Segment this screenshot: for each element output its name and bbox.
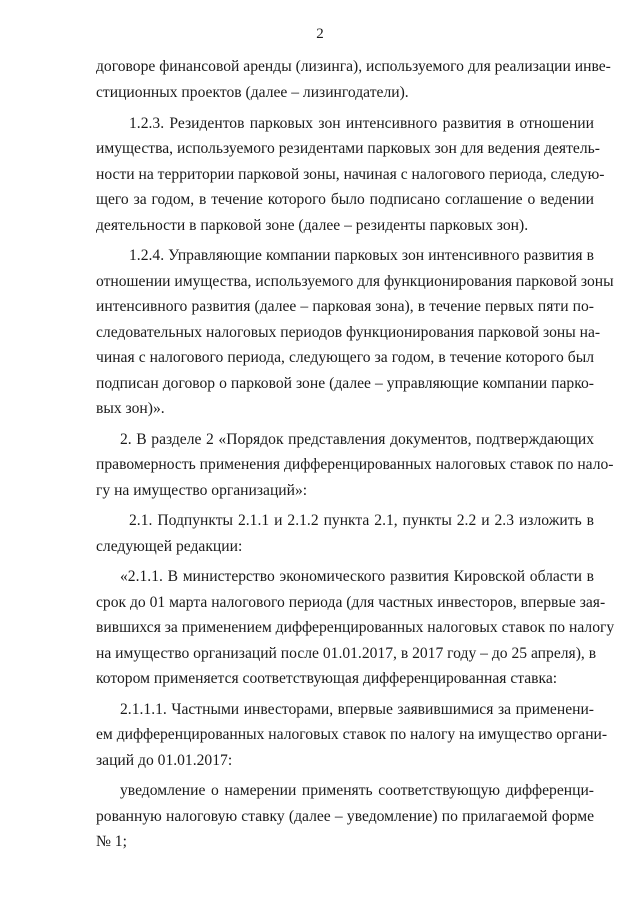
text-line: заций до 01.01.2017: — [96, 752, 233, 769]
text-line: уведомление о намерении применять соответствующую дифференци- — [120, 782, 594, 799]
text-line: гу на имущество организаций»: — [96, 482, 308, 499]
text-line: срок до 01 марта налогового периода (для частных инвесторов, впервые зая- — [96, 594, 606, 611]
text-line: 2.1.1.1. Частными инвесторами, впервые заявившимися за применени- — [120, 701, 594, 718]
text-line: подписан договор о парковой зоне (далее – управляющие компании парко- — [96, 375, 594, 392]
page-number: 2 — [316, 26, 324, 42]
text-line: чиная с налогового периода, следующего за годом, в течение которого был — [96, 349, 594, 366]
text-line: ности на территории парковой зоны, начиная с налогового периода, следую- — [96, 166, 605, 183]
text-line: стиционных проектов (далее – лизингодатели). — [96, 84, 409, 101]
text-line: ем дифференцированных налоговых ставок по налогу на имущество органи- — [96, 726, 608, 743]
text-line: следующей редакции: — [96, 538, 243, 555]
text-line: правомерность применения дифференцированных налоговых ставок по нало- — [96, 456, 614, 473]
text-line: договоре финансовой аренды (лизинга), используемого для реализации инве- — [96, 58, 611, 75]
text-line: следовательных налоговых периодов функционирования парковой зоны на- — [96, 324, 601, 341]
text-line: деятельности в парковой зоне (далее – резиденты парковых зон). — [96, 217, 529, 234]
text-line: 1.2.4. Управляющие компании парковых зон интенсивного развития в — [129, 247, 594, 264]
text-line: имущества, используемого резидентами парковых зон для ведения деятель- — [96, 140, 600, 157]
text-line: 2.1. Подпункты 2.1.1 и 2.1.2 пункта 2.1, пункты 2.2 и 2.3 изложить в — [129, 512, 594, 529]
text-line: щего за годом, в течение которого было подписано соглашение о ведении — [96, 191, 594, 208]
text-line: 2. В разделе 2 «Порядок представления документов, подтверждающих — [120, 431, 594, 448]
text-line: отношении имущества, используемого для функционирования парковой зоны — [96, 273, 614, 290]
text-line: на имущество организаций после 01.01.2017, в 2017 году – до 25 апреля), в — [96, 645, 597, 662]
text-line: вившихся за применением дифференцированных налоговых ставок по налогу — [96, 619, 615, 636]
text-line: котором применяется соответствующая дифференцированная ставка: — [96, 670, 558, 687]
text-line: 1.2.3. Резидентов парковых зон интенсивного развития в отношении — [129, 115, 594, 132]
text-line: рованную налоговую ставку (далее – уведомление) по прилагаемой форме — [96, 808, 594, 825]
text-line: интенсивного развития (далее – парковая зона), в течение первых пяти по- — [96, 298, 594, 315]
text-line: № 1; — [96, 833, 127, 850]
text-line: вых зон)». — [96, 400, 165, 417]
text-line: «2.1.1. В министерство экономического развития Кировской области в — [120, 568, 594, 585]
